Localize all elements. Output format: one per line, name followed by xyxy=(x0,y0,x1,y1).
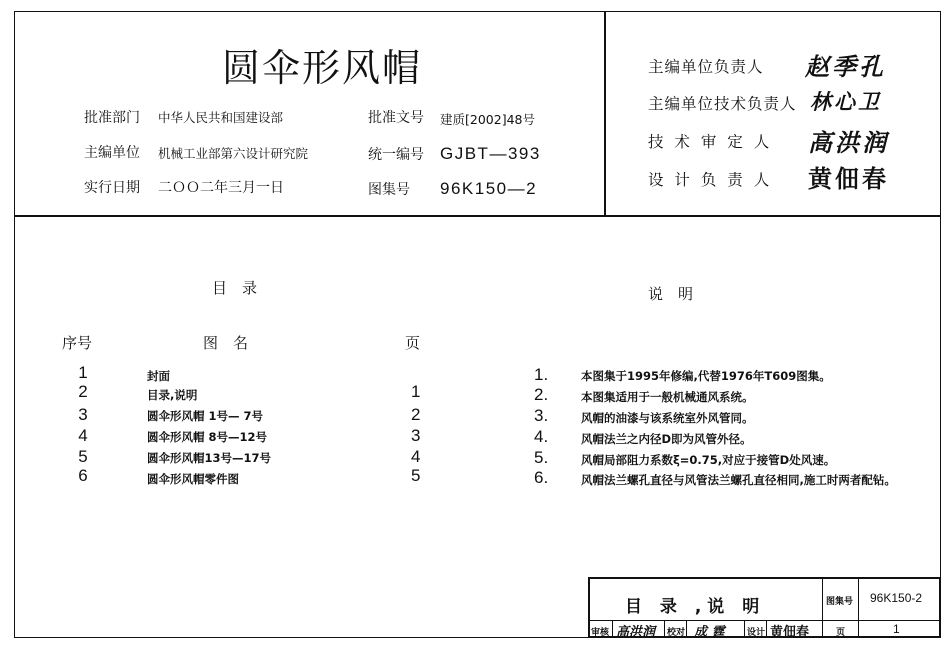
role-design-head: 设 计 负 责 人 xyxy=(648,171,773,189)
signature-chief-unit-head: 赵季孔 xyxy=(805,52,886,81)
notes-title: 说 明 xyxy=(648,285,694,303)
approval-dept-label: 批准部门 xyxy=(84,110,140,126)
note-text: 风帽法兰之内径D即为风管外径。 xyxy=(581,432,752,446)
toc-row-no: 1 xyxy=(78,363,88,382)
note-number: 2. xyxy=(534,385,549,404)
toc-row-no: 3 xyxy=(78,405,88,424)
toc-row-page: 2 xyxy=(411,405,421,424)
signature-technical-approver: 高洪润 xyxy=(808,128,889,157)
atlas-no-label: 图集号 xyxy=(368,182,410,198)
toc-row-name: 封面 xyxy=(147,369,170,383)
toc-row-no: 5 xyxy=(78,447,88,466)
note-number: 6. xyxy=(534,468,549,487)
toc-col-page: 页 xyxy=(405,334,421,352)
toc-row-name: 圆伞形风帽13号—17号 xyxy=(147,451,272,465)
approval-doc-label: 批准文号 xyxy=(368,110,424,126)
toc-title: 目 录 xyxy=(212,279,258,297)
toc-row-name: 目录,说明 xyxy=(147,388,198,402)
title-block-col-divider xyxy=(822,577,823,638)
role-technical-approver: 技 术 审 定 人 xyxy=(648,133,773,151)
header-vertical-divider xyxy=(604,11,606,216)
approval-dept-value: 中华人民共和国建设部 xyxy=(158,110,284,125)
atlas-no-value: 96K150—2 xyxy=(440,179,538,198)
toc-row-page: 4 xyxy=(411,447,421,466)
chief-unit-label: 主编单位 xyxy=(84,145,140,161)
note-text: 风帽局部阻力系数ξ=0.75,对应于接管D处风速。 xyxy=(581,453,836,467)
title-block-designer-signature: 黄佃春 xyxy=(770,625,810,640)
note-text: 本图集于1995年修编,代替1976年T609图集。 xyxy=(581,369,831,383)
approval-doc-value: 建质[2002]48号 xyxy=(440,112,535,127)
header-divider xyxy=(14,215,941,217)
effective-date-value: 二ＯＯ二年三月一日 xyxy=(158,180,284,196)
toc-row-page: 1 xyxy=(411,382,421,401)
title-block-page-value: 1 xyxy=(893,622,900,636)
toc-row-page: 5 xyxy=(411,466,421,485)
title-block-col-divider xyxy=(858,577,859,638)
unified-no-label: 统一编号 xyxy=(368,147,424,163)
note-text: 风帽法兰螺孔直径与风管法兰螺孔直径相同,施工时两者配钻。 xyxy=(581,473,896,487)
note-number: 4. xyxy=(534,427,549,446)
title-block-cell-divider xyxy=(766,620,767,638)
toc-row-no: 6 xyxy=(78,466,88,485)
drawing-frame xyxy=(14,11,941,638)
title-block-reviewer-signature: 高洪润 xyxy=(616,625,656,640)
toc-row-name: 圆伞形风帽 8号—12号 xyxy=(147,430,268,444)
role-technical-head: 主编单位技术负责人 xyxy=(648,95,797,113)
title-block-cell-divider xyxy=(664,620,665,638)
role-chief-unit-head: 主编单位负责人 xyxy=(648,58,764,76)
toc-col-name: 图 名 xyxy=(203,334,249,352)
title-block-designer-label: 设计 xyxy=(747,628,766,638)
title-block-cell-divider xyxy=(686,620,687,638)
title-block-cell-divider xyxy=(744,620,745,638)
note-text: 本图集适用于一般机械通风系统。 xyxy=(581,390,754,404)
toc-row-no: 2 xyxy=(78,382,88,401)
toc-row-no: 4 xyxy=(78,426,88,445)
toc-row-name: 圆伞形风帽 1号— 7号 xyxy=(147,409,264,423)
toc-col-no: 序号 xyxy=(62,334,93,352)
title-block-atlas-label: 图集号 xyxy=(826,597,854,607)
note-text: 风帽的油漆与该系统室外风管同。 xyxy=(581,411,754,425)
title-block-checker-label: 校对 xyxy=(667,628,686,638)
title-block-page-label: 页 xyxy=(836,628,846,638)
title-block-checker-signature: 成 霆 xyxy=(694,625,725,640)
toc-row-page: 3 xyxy=(411,426,421,445)
title-block-drawing-title: 目 录 ,说 明 xyxy=(625,597,766,617)
signature-design-head: 黄佃春 xyxy=(808,164,889,193)
document-title: 圆伞形风帽 xyxy=(222,46,423,90)
title-block-cell-divider xyxy=(612,620,613,638)
title-block-reviewer-label: 审核 xyxy=(591,628,610,638)
signature-technical-head: 林心卫 xyxy=(810,89,882,114)
toc-row-name: 圆伞形风帽零件图 xyxy=(147,472,239,486)
chief-unit-value: 机械工业部第六设计研究院 xyxy=(158,146,309,161)
title-block-atlas-value: 96K150-2 xyxy=(870,591,923,605)
unified-no-value: GJBT—393 xyxy=(440,144,541,163)
effective-date-label: 实行日期 xyxy=(84,180,140,196)
note-number: 5. xyxy=(534,448,549,467)
note-number: 1. xyxy=(534,365,549,384)
note-number: 3. xyxy=(534,406,549,425)
